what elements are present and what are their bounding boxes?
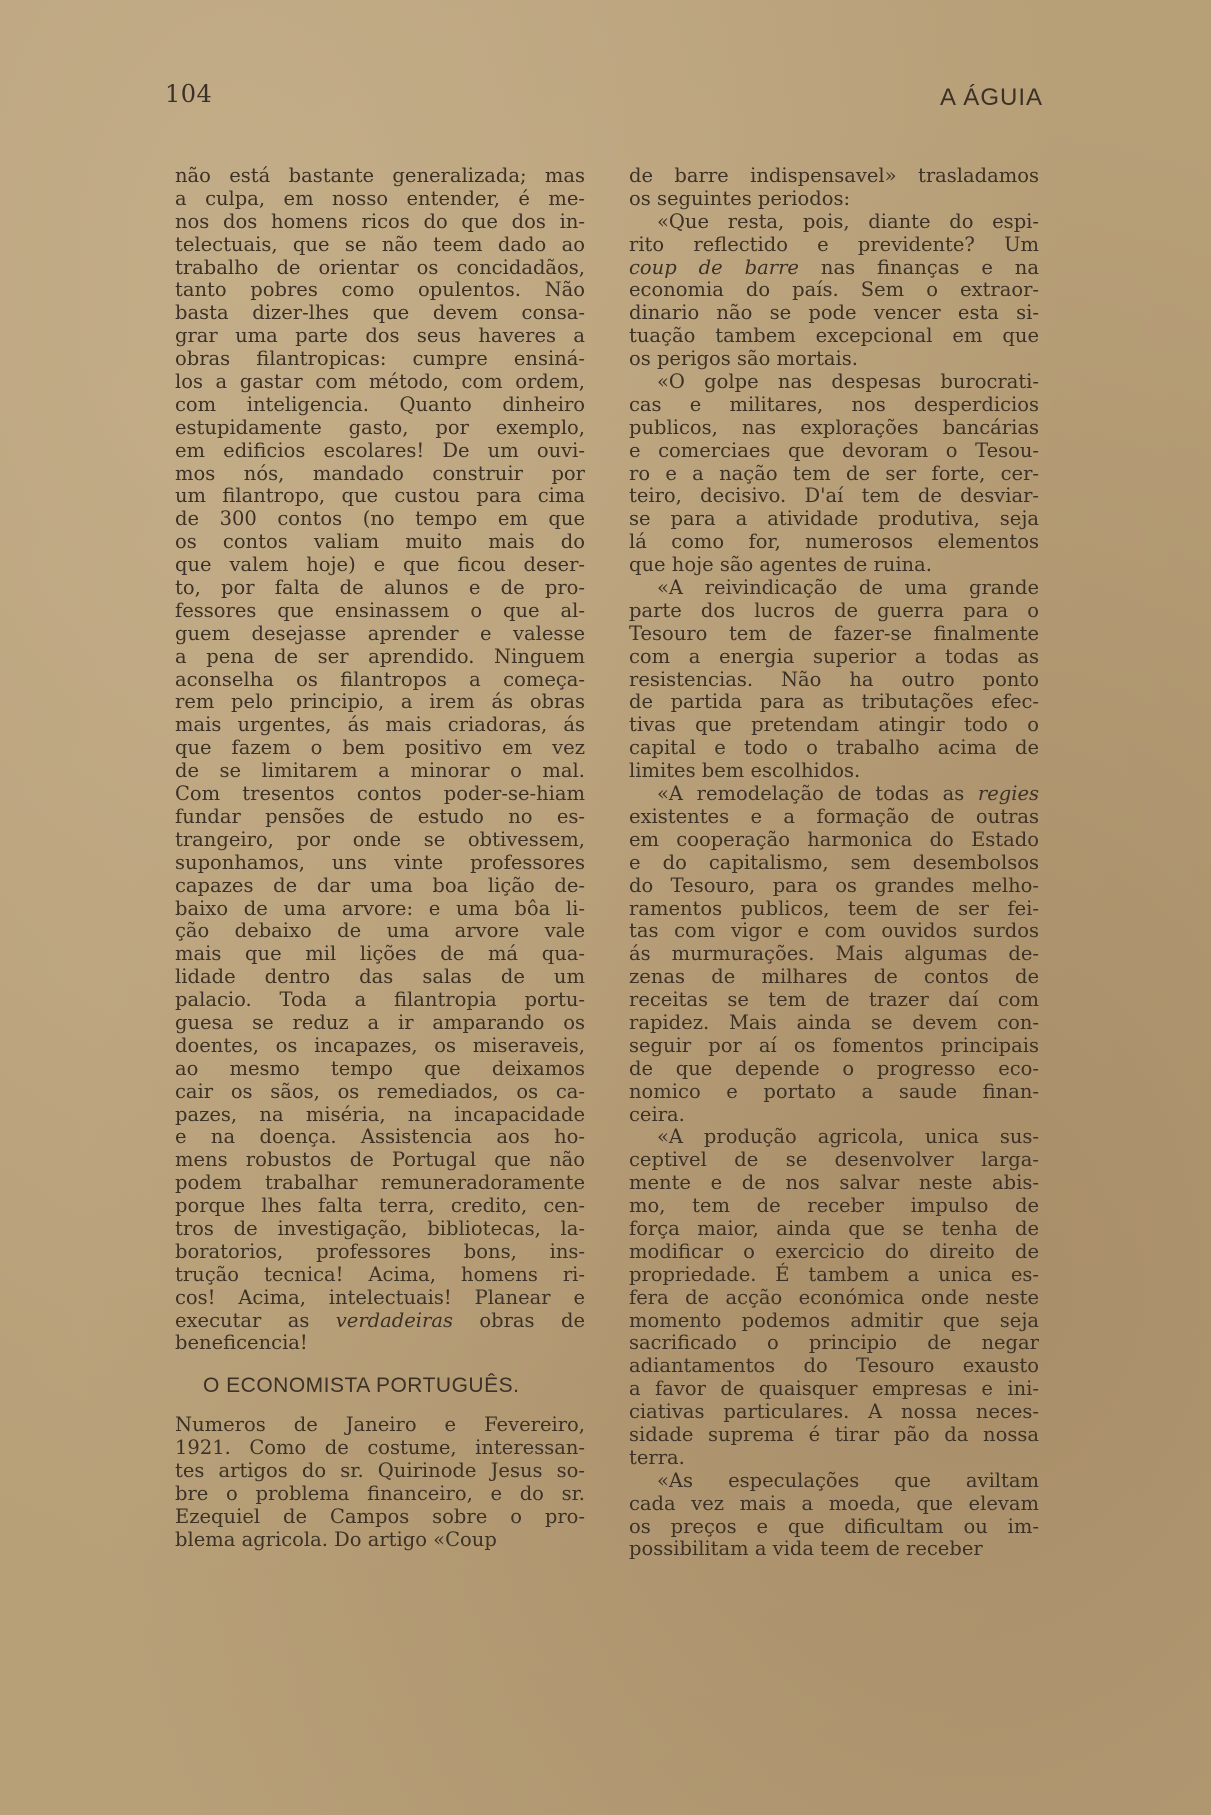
- text-line: [629, 257, 1039, 280]
- text-line: os preços e que dificultam ou im-: [629, 1514, 1039, 1538]
- text-line: los a gastar com método, com ordem,: [175, 370, 585, 394]
- italic-phrase: coup de barre: [629, 255, 799, 279]
- text-line: ceptivel de se desenvolver larga-: [629, 1148, 1039, 1172]
- text-line: os contos valiam muito mais do: [175, 530, 585, 554]
- text-line: receitas se tem de trazer daí com: [629, 988, 1039, 1012]
- text-line: e do capitalismo, sem desembolsos: [629, 850, 1039, 874]
- text-line: mente e de nos salvar neste abis-: [629, 1171, 1039, 1195]
- text-fragment: obras de: [479, 1308, 585, 1332]
- text-line: com inteligencia. Quanto dinheiro: [175, 392, 585, 416]
- text-line: [175, 1310, 585, 1333]
- text-line: a favor de quaisquer empresas e ini-: [629, 1377, 1039, 1401]
- text-line: tas com vigor e com ouvidos surdos: [629, 919, 1039, 943]
- text-fragment: nas finanças e na: [820, 255, 1039, 279]
- text-line: dinario não se pode vencer esta si-: [629, 301, 1039, 325]
- text-line: com a energia superior a todas as: [629, 644, 1039, 668]
- text-line: que fazem o bem positivo em vez: [175, 736, 585, 760]
- text-line: tes artigos do sr. Quirinode Jesus so-: [175, 1459, 585, 1482]
- text-line: que valem hoje) e que ficou deser-: [175, 553, 585, 577]
- text-line: trangeiro, por onde se obtivessem,: [175, 827, 585, 851]
- italic-word: regies: [977, 782, 1040, 806]
- text-line: teiro, decisivo. D'aí tem de desviar-: [629, 484, 1039, 508]
- text-line: limites bem escolhidos.: [629, 759, 861, 783]
- text-line: [629, 783, 1039, 806]
- text-line: ciativas particulares. A nossa neces-: [629, 1400, 1039, 1424]
- text-line: «As especulações que aviltam: [657, 1468, 1039, 1492]
- text-line: ao mesmo tempo que deixamos: [175, 1056, 585, 1080]
- text-line: to, por falta de alunos e de pro-: [175, 576, 585, 600]
- text-line: sacrificado o principio de negar: [629, 1331, 1039, 1355]
- text-line: de 300 contos (no tempo em que: [175, 507, 585, 531]
- text-line: um filantropo, que custou para cima: [175, 484, 585, 508]
- text-line: «A reivindicação de uma grande: [657, 576, 1039, 600]
- italic-word: verdadeiras: [335, 1308, 453, 1332]
- page-number: 104: [165, 80, 213, 108]
- text-line: rapidez. Mais ainda se devem con-: [629, 1010, 1039, 1034]
- text-line: trução tecnica! Acima, homens ri-: [175, 1262, 585, 1286]
- text-line: podem trabalhar remuneradoramente: [175, 1171, 585, 1195]
- text-line: em edificios escolares! De um ouvi-: [175, 438, 585, 462]
- text-line: cas e militares, nos desperdicios: [629, 392, 1039, 416]
- text-fragment: executar as: [175, 1308, 310, 1332]
- text-line: mo, tem de receber impulso de: [629, 1194, 1039, 1218]
- text-line: fundar pensões de estudo no es-: [175, 804, 585, 828]
- text-line: existentes e a formação de outras: [629, 804, 1039, 828]
- journal-title: A ÁGUIA: [939, 84, 1043, 111]
- text-line: estupidamente gasto, por exemplo,: [175, 415, 585, 439]
- text-line: momento podemos admitir que seja: [629, 1308, 1039, 1332]
- text-line: ção debaixo de uma arvore vale: [175, 919, 585, 943]
- text-line: lá como for, numerosos elementos: [629, 530, 1039, 554]
- right-column: [629, 165, 1039, 1561]
- text-line: tanto pobres como opulentos. Não: [175, 278, 585, 302]
- text-line: capazes de dar uma boa lição de-: [175, 873, 585, 897]
- text-line: boratorios, professores bons, ins-: [175, 1239, 585, 1263]
- text-line: de partida para as tributações efec-: [629, 690, 1039, 714]
- text-line: Tesouro tem de fazer-se finalmente: [629, 621, 1039, 645]
- text-line: baixo de uma arvore: e uma bôa li-: [175, 896, 585, 920]
- text-line: 1921. Como de costume, interessan-: [175, 1436, 585, 1460]
- text-line: cos! Acima, intelectuais! Planear e: [175, 1285, 585, 1309]
- text-line: força maior, ainda que se tenha de: [629, 1216, 1039, 1240]
- text-line: se para a atividade produtiva, seja: [629, 507, 1039, 531]
- text-line: cair os sãos, os remediados, os ca-: [175, 1079, 585, 1103]
- text-line: tuação tambem excepcional em que: [629, 324, 1039, 348]
- text-line: doentes, os incapazes, os miseraveis,: [175, 1033, 585, 1057]
- text-line: «A produção agricola, unica sus-: [657, 1125, 1039, 1149]
- text-line: guesa se reduz a ir amparando os: [175, 1010, 585, 1034]
- text-line: mos nós, mandado construir por: [175, 461, 585, 485]
- text-line: capital e todo o trabalho acima de: [629, 736, 1039, 760]
- text-line: «Que resta, pois, diante do espi-: [657, 209, 1039, 233]
- text-line: em cooperação harmonica do Estado: [629, 827, 1039, 851]
- text-line: de que depende o progresso eco-: [629, 1056, 1039, 1080]
- text-line: os seguintes periodos:: [629, 186, 851, 210]
- text-line: pazes, na miséria, na incapacidade: [175, 1102, 585, 1126]
- text-line: cada vez mais a moeda, que elevam: [629, 1491, 1039, 1515]
- text-line: fera de acção económica onde neste: [629, 1285, 1039, 1309]
- text-line: tivas que pretendam atingir todo o: [629, 713, 1039, 737]
- text-line: mais urgentes, ás mais criadoras, ás: [175, 713, 585, 737]
- text-line: possibilitam a vida teem de receber: [629, 1537, 983, 1561]
- text-line: nomico e portato a saude finan-: [629, 1079, 1039, 1103]
- text-line: mens robustos de Portugal que não: [175, 1148, 585, 1172]
- left-column: [175, 165, 585, 1552]
- text-line: resistencias. Não ha outro ponto: [629, 667, 1039, 691]
- text-line: grar uma parte dos seus haveres a: [175, 324, 585, 348]
- text-fragment: «A remodelação de todas as: [657, 782, 965, 806]
- text-line: blema agricola. Do artigo «Coup: [175, 1527, 497, 1551]
- text-line: Com tresentos contos poder-se-hiam: [175, 782, 585, 806]
- text-line: economia do país. Sem o extraor-: [629, 278, 1039, 302]
- text-line: ás murmurações. Mais algumas de-: [629, 942, 1039, 966]
- text-line: telectuais, que se não teem dado ao: [175, 232, 585, 256]
- text-line: não está bastante generalizada; mas: [175, 164, 585, 187]
- text-line: rem pelo principio, a irem ás obras: [175, 690, 585, 714]
- text-line: sidade suprema é tirar pão da nossa: [629, 1422, 1039, 1446]
- text-line: lidade dentro das salas de um: [175, 965, 585, 989]
- text-line: beneficencia!: [175, 1331, 308, 1355]
- text-line: ramentos publicos, teem de ser fei-: [629, 896, 1039, 920]
- text-line: Numeros de Janeiro e Fevereiro,: [175, 1413, 585, 1437]
- section-heading: O ECONOMISTA PORTUGUÊS.: [203, 1374, 520, 1398]
- text-line: rito reflectido e previdente? Um: [629, 232, 1039, 256]
- text-line: terra.: [629, 1445, 685, 1469]
- text-line: parte dos lucros de guerra para o: [629, 598, 1039, 622]
- text-line: bre o problema financeiro, e do sr.: [175, 1481, 585, 1505]
- text-line: obras filantropicas: cumpre ensiná-: [175, 347, 585, 371]
- text-line: que hoje são agentes de ruina.: [629, 553, 932, 577]
- text-line: e na doença. Assistencia aos ho-: [175, 1125, 585, 1149]
- text-line: de barre indispensavel» trasladamos: [629, 164, 1039, 187]
- text-line: a pena de ser aprendido. Ninguem: [175, 644, 585, 668]
- text-line: tros de investigação, bibliotecas, la-: [175, 1216, 585, 1240]
- text-line: trabalho de orientar os concidadãos,: [175, 255, 585, 279]
- text-line: fessores que ensinassem o que al-: [175, 598, 585, 622]
- text-line: nos dos homens ricos do que dos in-: [175, 209, 585, 233]
- text-line: Ezequiel de Campos sobre o pro-: [175, 1504, 585, 1528]
- text-line: palacio. Toda a filantropia portu-: [175, 988, 585, 1012]
- text-line: «O golpe nas despesas burocrati-: [657, 370, 1039, 394]
- text-line: e comerciaes que devoram o Tesou-: [629, 438, 1039, 462]
- text-line: do Tesouro, para os grandes melho-: [629, 873, 1039, 897]
- text-line: suponhamos, uns vinte professores: [175, 850, 585, 874]
- text-line: modificar o exercicio do direito de: [629, 1239, 1039, 1263]
- text-line: ceira.: [629, 1102, 685, 1126]
- text-line: basta dizer-lhes que devem consa-: [175, 301, 585, 325]
- text-line: adiantamentos do Tesouro exausto: [629, 1354, 1039, 1378]
- text-line: os perigos são mortais.: [629, 347, 858, 371]
- text-line: porque lhes falta terra, credito, cen-: [175, 1194, 585, 1218]
- text-line: aconselha os filantropos a começa-: [175, 667, 585, 691]
- text-line: a culpa, em nosso entender, é me-: [175, 186, 585, 210]
- text-line: ro e a nação tem de ser forte, cer-: [629, 461, 1039, 485]
- text-line: publicos, nas explorações bancárias: [629, 415, 1039, 439]
- text-line: zenas de milhares de contos de: [629, 965, 1039, 989]
- text-line: seguir por aí os fomentos principais: [629, 1033, 1039, 1057]
- text-line: mais que mil lições de má qua-: [175, 942, 585, 966]
- text-line: guem desejasse aprender e valesse: [175, 621, 585, 645]
- text-line: propriedade. É tambem a unica es-: [629, 1262, 1039, 1286]
- text-line: de se limitarem a minorar o mal.: [175, 759, 585, 783]
